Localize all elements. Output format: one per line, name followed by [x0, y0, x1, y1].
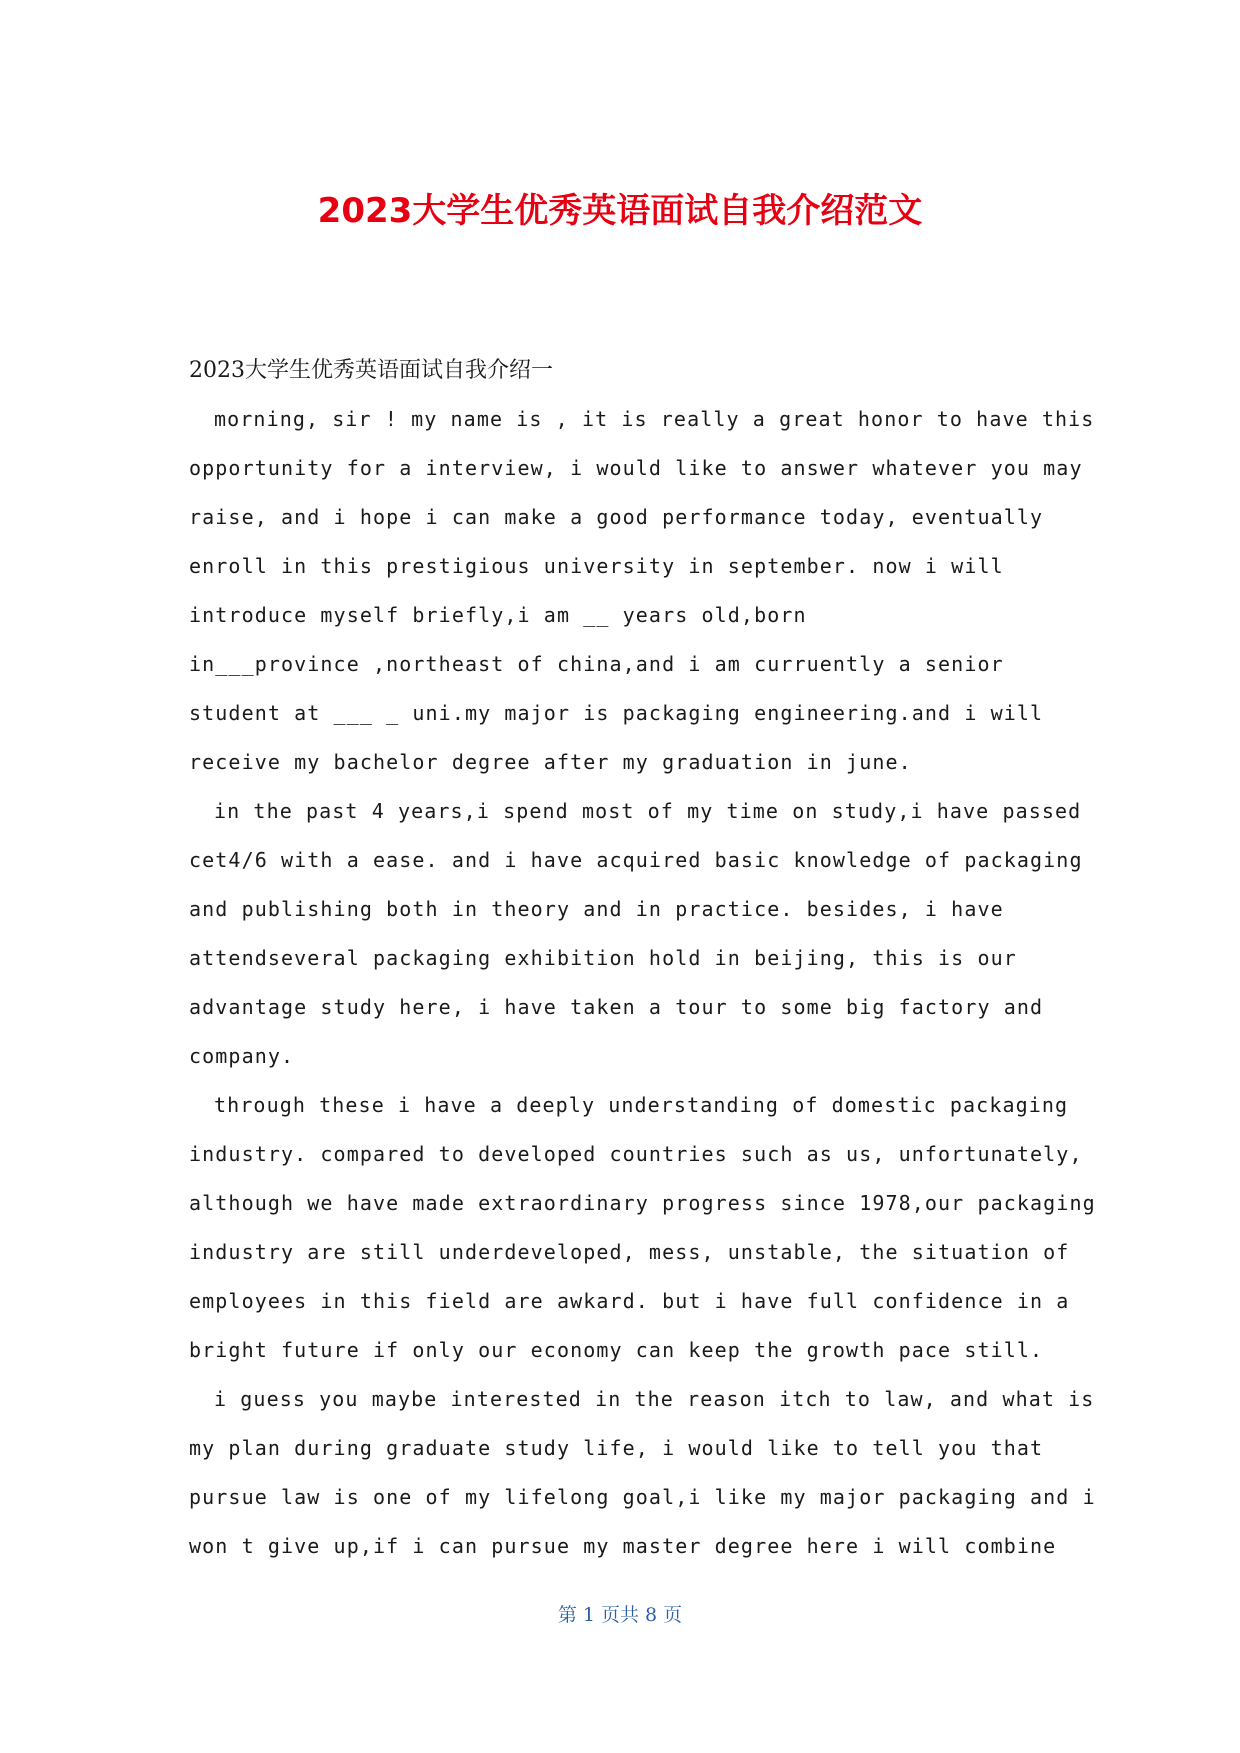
- body-line: raise, and i hope i can make a good performance today, eventually: [189, 505, 1044, 529]
- body-line: introduce myself briefly,i am __ years old,born: [189, 603, 807, 627]
- body-line: i guess you maybe interested in the reason itch to law, and what is: [214, 1387, 1095, 1411]
- page-number-footer: 第 1 页共 8 页: [557, 1604, 683, 1626]
- body-line: won t give up,if i can pursue my master degree here i will combine: [189, 1534, 1057, 1558]
- body-line: cet4/6 with a ease. and i have acquired basic knowledge of packaging: [189, 848, 1083, 872]
- body-line: industry. compared to developed countries such as us, unfortunately,: [189, 1142, 1083, 1166]
- body-line: opportunity for a interview, i would like to answer whatever you may: [189, 456, 1083, 480]
- document-title: 2023大学生优秀英语面试自我介绍范文: [317, 191, 923, 231]
- body-line: although we have made extraordinary progress since 1978,our packaging: [189, 1191, 1096, 1215]
- body-line: in___province ,northeast of china,and i am curruently a senior: [189, 652, 1004, 676]
- body-line: in the past 4 years,i spend most of my time on study,i have passed: [214, 799, 1082, 823]
- body-line: student at ___ _ uni.my major is packaging engineering.and i will: [189, 701, 1044, 725]
- body-line: attendseveral packaging exhibition hold in beijing, this is our: [189, 946, 1017, 970]
- body-line: employees in this field are awkard. but i have full confidence in a: [189, 1289, 1070, 1313]
- body-line: morning, sir ! my name is , it is really a great honor to have this: [214, 407, 1095, 431]
- body-line: receive my bachelor degree after my graduation in june.: [189, 750, 912, 774]
- section-heading: 2023大学生优秀英语面试自我介绍一: [189, 358, 553, 383]
- body-line: and publishing both in theory and in practice. besides, i have: [189, 897, 1004, 921]
- body-line: advantage study here, i have taken a tour to some big factory and: [189, 995, 1044, 1019]
- body-line: industry are still underdeveloped, mess, unstable, the situation of: [189, 1240, 1070, 1264]
- body-line: bright future if only our economy can keep the growth pace still.: [189, 1338, 1044, 1362]
- body-line: enroll in this prestigious university in september. now i will: [189, 554, 1004, 578]
- body-line: pursue law is one of my lifelong goal,i like my major packaging and i: [189, 1485, 1096, 1509]
- body-line: company.: [189, 1044, 295, 1068]
- document-body: [189, 346, 1096, 1571]
- body-line: through these i have a deeply understanding of domestic packaging: [214, 1093, 1069, 1117]
- body-line: my plan during graduate study life, i would like to tell you that: [189, 1436, 1044, 1460]
